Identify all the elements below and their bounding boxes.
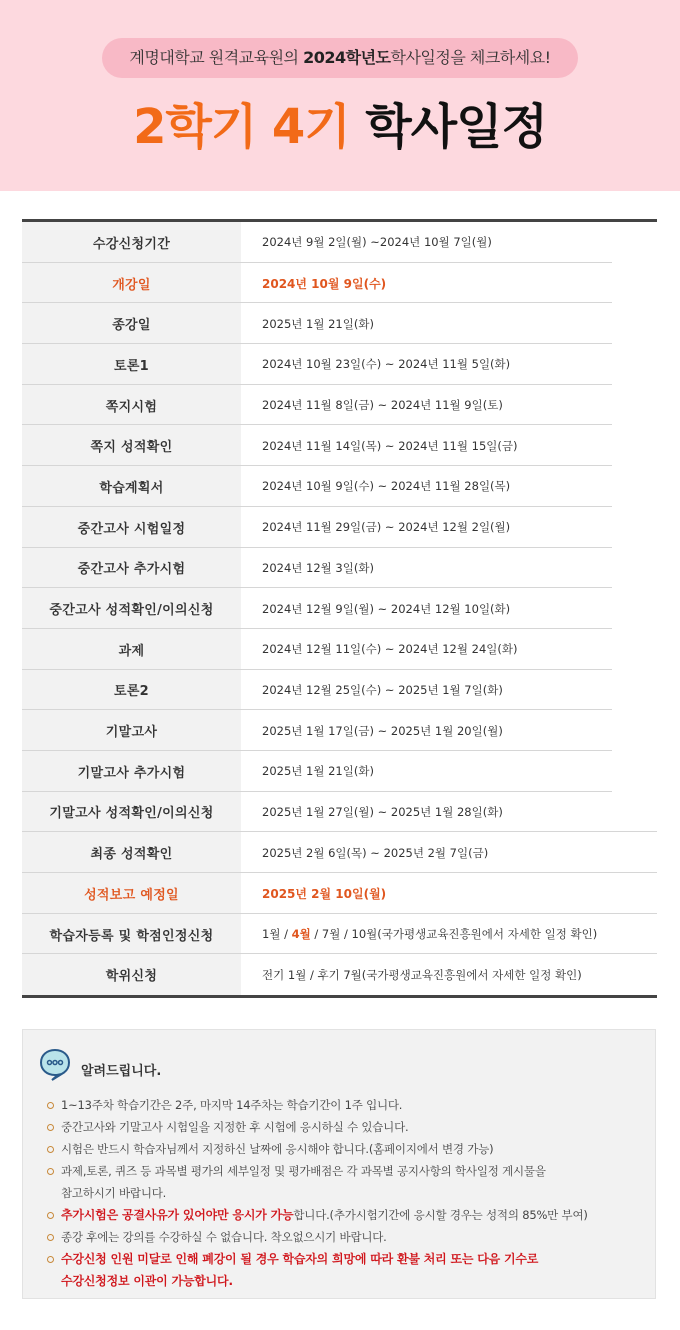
page-title-main: 학사일정 [365, 99, 547, 155]
list-item [45, 1138, 655, 1160]
row-value: 2025년 1월 21일(화) [262, 764, 374, 779]
table-row [22, 303, 657, 344]
hero-subtitle-year: 2024학년도 [303, 48, 391, 67]
list-item [45, 1116, 655, 1138]
table-row [22, 751, 657, 792]
page-title [0, 92, 680, 162]
notice-text: 합니다.(추가시험기간에 응시할 경우는 성적의 85%만 부여) [293, 1208, 588, 1222]
list-item [45, 1226, 655, 1248]
list-item-continuation [45, 1270, 655, 1292]
row-value: 2025년 1월 27일(월) ~ 2025년 1월 28일(화) [262, 804, 503, 819]
row-label: 중간고사 추가시험 [22, 548, 241, 589]
bullet-icon [47, 1102, 54, 1109]
table-row [22, 588, 657, 629]
list-item [45, 1248, 655, 1270]
table-row [22, 710, 657, 751]
row-label: 중간고사 시험일정 [22, 507, 241, 548]
row-label: 개강일 [22, 263, 241, 304]
hero-banner [0, 0, 680, 191]
table-row [22, 222, 657, 263]
row-label: 수강신청기간 [22, 222, 241, 263]
row-label: 종강일 [22, 303, 241, 344]
row-label: 기말고사 [22, 710, 241, 751]
row-value: 2024년 10월 9일(수) [262, 276, 387, 291]
hero-subtitle-pill [102, 38, 578, 78]
notice-text: 시험은 반드시 학습자님께서 지정하신 날짜에 응시해야 합니다.(홈페이지에서 변경 가능) [61, 1142, 494, 1156]
table-row [22, 914, 657, 955]
row-value: 2024년 10월 9일(수) ~ 2024년 11월 28일(목) [262, 479, 511, 494]
list-item [45, 1094, 655, 1116]
notice-box [22, 1029, 656, 1299]
table-row [22, 832, 657, 873]
table-row [22, 792, 657, 833]
list-item-continuation [45, 1182, 655, 1204]
notice-warning-text: 수강신청정보 이관이 가능합니다. [61, 1274, 233, 1288]
row-value-highlight: 4월 [291, 927, 311, 942]
row-label: 기말고사 추가시험 [22, 751, 241, 792]
bullet-icon [47, 1146, 54, 1153]
row-label: 쪽지시험 [22, 385, 241, 426]
row-label: 토론1 [22, 344, 241, 385]
bullet-icon [47, 1168, 54, 1175]
row-value: 2024년 11월 29일(금) ~ 2024년 12월 2일(월) [262, 520, 511, 535]
row-value: 2024년 12월 9일(월) ~ 2024년 12월 10일(화) [262, 601, 511, 616]
table-row [22, 670, 657, 711]
table-row [22, 954, 657, 995]
row-value: 2024년 11월 14일(목) ~ 2024년 11월 15일(금) [262, 438, 518, 453]
speech-bubble-icon [39, 1048, 71, 1082]
table-row [22, 507, 657, 548]
table-row [22, 548, 657, 589]
row-label: 토론2 [22, 670, 241, 711]
bullet-icon [47, 1234, 54, 1241]
page-title-accent: 2학기 4기 [133, 99, 350, 155]
notice-warning-text: 추가시험은 공결사유가 있어야만 응시가 가능 [61, 1208, 294, 1222]
hero-subtitle-post: 학사일정을 체크하세요! [390, 48, 551, 67]
schedule-table [22, 219, 657, 998]
row-value: 2024년 11월 8일(금) ~ 2024년 11월 9일(토) [262, 398, 503, 413]
row-value: 2024년 12월 3일(화) [262, 560, 374, 575]
list-item [45, 1160, 655, 1182]
notice-warning-text: 수강신청 인원 미달로 인해 폐강이 될 경우 학습자의 희망에 따라 환불 처리 또는 다음 기수로 [61, 1252, 539, 1266]
row-value: 2025년 1월 17일(금) ~ 2025년 1월 20일(월) [262, 723, 503, 738]
row-label: 학위신청 [22, 954, 241, 995]
bullet-icon [47, 1212, 54, 1219]
row-label: 최종 성적확인 [22, 832, 241, 873]
row-value: 전기 1월 / 후기 7월(국가평생교육진흥원에서 자세한 일정 확인) [262, 967, 582, 982]
table-row [22, 385, 657, 426]
notice-text: 1~13주차 학습기간은 2주, 마지막 14주차는 학습기간이 1주 입니다. [61, 1098, 403, 1112]
row-label: 중간고사 성적확인/이의신청 [22, 588, 241, 629]
row-value: 2025년 2월 10일(월) [262, 886, 387, 901]
row-value-part: / 7월 / 10월(국가평생교육진흥원에서 자세한 일정 확인) [314, 927, 598, 942]
row-value: 2025년 1월 21일(화) [262, 316, 374, 331]
bullet-icon [47, 1124, 54, 1131]
row-label: 과제 [22, 629, 241, 670]
row-value: 2025년 2월 6일(목) ~ 2025년 2월 7일(금) [262, 845, 489, 860]
row-value [262, 914, 657, 955]
table-row [22, 466, 657, 507]
bullet-icon [47, 1256, 54, 1263]
notice-list [45, 1094, 655, 1292]
row-value: 2024년 12월 25일(수) ~ 2025년 1월 7일(화) [262, 682, 503, 697]
row-value: 2024년 9월 2일(월) ~2024년 10월 7일(월) [262, 235, 492, 250]
notice-text: 중간고사와 기말고사 시험일을 지정한 후 시험에 응시하실 수 있습니다. [61, 1120, 409, 1134]
table-row [22, 425, 657, 466]
notice-text: 종강 후에는 강의를 수강하실 수 없습니다. 착오없으시기 바랍니다. [61, 1230, 387, 1244]
hero-subtitle-pre: 계명대학교 원격교육원의 [129, 48, 299, 67]
notice-text: 과제,토론, 퀴즈 등 과목별 평가의 세부일정 및 평가배점은 각 과목별 공지사항의 학사일정 게시물을 [61, 1164, 546, 1178]
row-label: 학습자등록 및 학점인정신청 [22, 914, 241, 955]
row-label: 기말고사 성적확인/이의신청 [22, 792, 241, 833]
table-row [22, 873, 657, 914]
table-row [22, 263, 657, 304]
notice-text: 참고하시기 바랍니다. [61, 1186, 167, 1200]
row-label: 성적보고 예정일 [22, 873, 241, 914]
row-label: 쪽지 성적확인 [22, 425, 241, 466]
notice-title: 알려드립니다. [81, 1064, 162, 1079]
row-value-part: 1월 / [262, 927, 288, 942]
row-label: 학습계획서 [22, 466, 241, 507]
row-value: 2024년 12월 11일(수) ~ 2024년 12월 24일(화) [262, 642, 518, 657]
table-row [22, 629, 657, 670]
table-row [22, 344, 657, 385]
list-item [45, 1204, 655, 1226]
row-value: 2024년 10월 23일(수) ~ 2024년 11월 5일(화) [262, 357, 511, 372]
